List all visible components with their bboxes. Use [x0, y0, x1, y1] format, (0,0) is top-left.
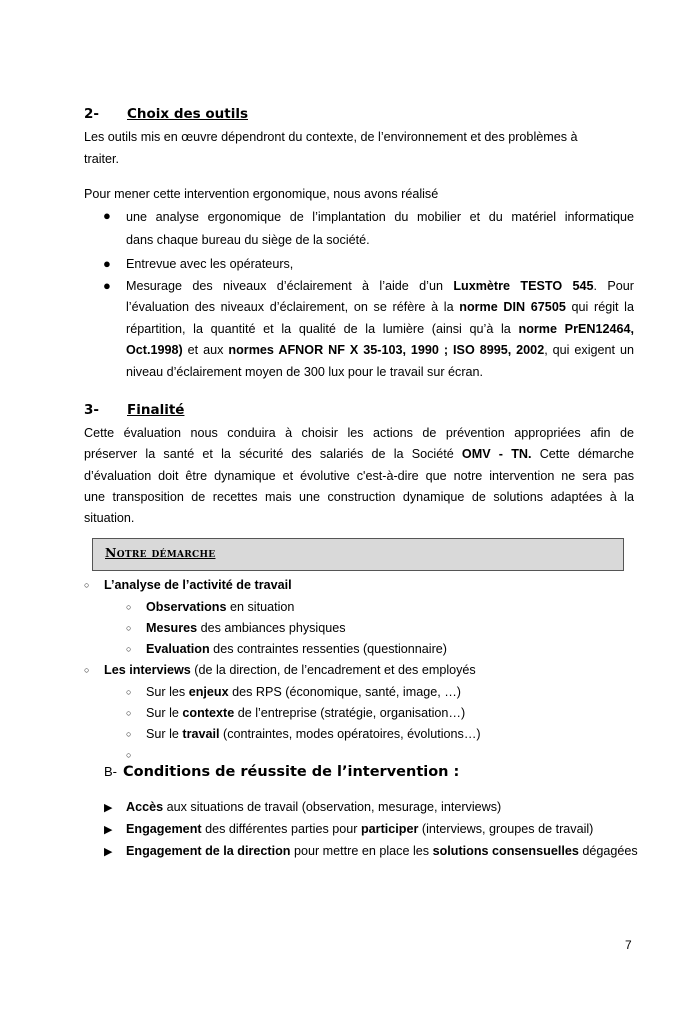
ring-bullet-icon: ○	[84, 665, 90, 675]
bullet3-line1: Mesurage des niveaux d’éclairement à l’aide d’un Luxmètre TESTO 545. Pour	[126, 279, 634, 293]
demarche-item2-sub1: Sur les enjeux des RPS (économique, santé, image, …)	[146, 685, 462, 699]
demarche-item2-sub3: Sur le travail (contraintes, modes opératoires, évolutions…)	[146, 727, 481, 741]
section-3-line5: situation.	[84, 511, 135, 525]
arrow-right-icon: ▶	[104, 824, 113, 836]
ring-bullet-icon: ○	[126, 644, 132, 654]
section-2-number: 2-	[84, 106, 99, 122]
ring-bullet-icon: ○	[126, 602, 132, 612]
demarche-item1-sub1: Observations en situation	[146, 600, 295, 614]
section-3-line1: Cette évaluation nous conduira à choisir les actions de prévention appropriées afin de	[84, 426, 634, 440]
demarche-title-box	[92, 538, 624, 571]
bullet-icon: ●	[103, 256, 111, 271]
conditions-title: Conditions de réussite de l’intervention :	[123, 764, 460, 780]
ring-bullet-icon: ○	[126, 623, 132, 633]
condition-item1: Accès aux situations de travail (observation, mesurage, interviews)	[126, 800, 502, 814]
section-3-title: Finalité	[127, 402, 185, 418]
section-2-title: Choix des outils	[127, 106, 249, 122]
section-3-number: 3-	[84, 402, 99, 418]
bullet-icon: ●	[103, 208, 111, 223]
section-2-heading	[84, 106, 384, 124]
ring-bullet-icon: ○	[126, 729, 132, 739]
demarche-title: Notre démarche	[105, 545, 216, 560]
bullet3-line3: répartition, la quantité et la qualité de la lumière (ainsi qu’à la norme PrEN12464,	[126, 322, 634, 336]
demarche-item1-sub3: Evaluation des contraintes ressenties (questionnaire)	[146, 642, 447, 656]
demarche-item1-sub2: Mesures des ambiances physiques	[146, 621, 346, 635]
bullet-icon: ●	[103, 278, 111, 293]
demarche-item1-title: L’analyse de l’activité de travail	[104, 578, 292, 592]
bullet3-line2: l’évaluation des niveaux d’éclairement, on se réfère à la norme DIN 67505 qui régit la	[126, 300, 634, 314]
page-number: 7	[625, 938, 632, 952]
bullet1-line2: dans chaque bureau du siège de la société.	[126, 233, 370, 247]
ring-bullet-icon: ○	[126, 708, 132, 718]
section-2-para-line2: traiter.	[84, 152, 119, 166]
ring-bullet-icon: ○	[126, 687, 132, 697]
conditions-label: B-	[104, 764, 117, 779]
section-3-line4: une transposition de recettes mais une construction dynamique de solutions adaptées à la	[84, 490, 634, 504]
condition-item2: Engagement des différentes parties pour participer (interviews, groupes de travail)	[126, 822, 594, 836]
bullet3-line4: Oct.1998) et aux normes AFNOR NF X 35-103, 1990 ; ISO 8995, 2002, qui exigent un	[126, 343, 635, 357]
condition-item3: Engagement de la direction pour mettre en place les solutions consensuelles dégagées	[126, 844, 638, 858]
section-3-line2: préserver la santé et la sécurité des salariés de la Société OMV - TN. Cette démarche	[84, 447, 635, 461]
section-2-para-line1: Les outils mis en œuvre dépendront du contexte, de l’environnement et des problèmes à	[84, 130, 578, 144]
ring-bullet-icon: ○	[84, 580, 90, 590]
section-3-line3: d’évaluation doit être dynamique et évolutive c'est-à-dire que notre intervention ne sera pas	[84, 469, 634, 483]
demarche-item2-sub2: Sur le contexte de l’entreprise (stratégie, organisation…)	[146, 706, 466, 720]
section-2-intro: Pour mener cette intervention ergonomique, nous avons réalisé	[84, 187, 439, 201]
bullet1-line1: une analyse ergonomique de l’implantation du mobilier et du matériel informatique	[126, 210, 634, 224]
section-3-heading	[84, 402, 384, 420]
ring-bullet-icon: ○	[126, 750, 132, 760]
conditions-heading	[104, 764, 459, 780]
arrow-right-icon: ▶	[104, 846, 113, 858]
bullet3-line5: niveau d’éclairement moyen de 300 lux pour le travail sur écran.	[126, 365, 484, 379]
arrow-right-icon: ▶	[104, 802, 113, 814]
bullet2-text: Entrevue avec les opérateurs,	[126, 257, 294, 271]
demarche-item2-title: Les interviews (de la direction, de l’encadrement et des employés	[104, 663, 476, 677]
